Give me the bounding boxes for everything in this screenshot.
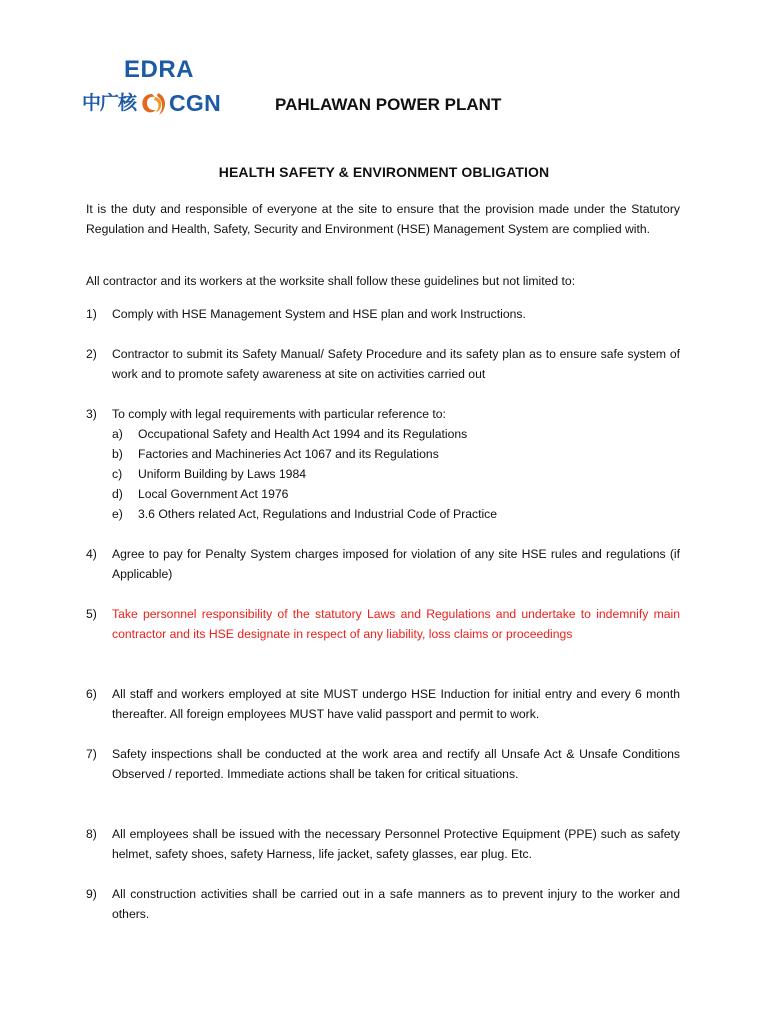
sub-item-text: 3.6 Others related Act, Regulations and Industrial Code of Practice xyxy=(138,507,498,521)
item-number: 3) xyxy=(86,407,97,421)
item-number: 1) xyxy=(86,307,97,321)
guidelines-lead: All contractor and its workers at the worksite shall follow these guidelines but not limited to: xyxy=(86,274,576,288)
item-text: All construction activities shall be carried out in a safe manners as to prevent injury to the worker and others. xyxy=(112,887,680,921)
item-text: Agree to pay for Penalty System charges imposed for violation of any site HSE rules and regulations (if Applicable) xyxy=(112,547,680,581)
list-item xyxy=(86,684,680,724)
cgn-swirl-icon xyxy=(138,90,168,116)
sub-item-text: Uniform Building by Laws 1984 xyxy=(138,467,307,481)
cgn-logo-text: CGN xyxy=(169,90,222,116)
item-text: All employees shall be issued with the necessary Personnel Protective Equipment (PPE) such as safety helmet, safety shoes, safety Harness, life jacket, safety glasses, ear plug. Etc. xyxy=(112,827,680,861)
list-item xyxy=(86,344,680,384)
item-text: To comply with legal requirements with particular reference to: xyxy=(112,407,446,421)
item-number: 6) xyxy=(86,687,97,701)
plant-title: PAHLAWAN POWER PLANT xyxy=(275,95,502,114)
item-text: Take personnel responsibility of the statutory Laws and Regulations and undertake to indemnify main contractor and its HSE designate in respect of any liability, loss claims or proceedings xyxy=(112,607,680,641)
sub-list-item xyxy=(112,424,680,444)
list-item xyxy=(86,404,680,536)
sub-item-letter: d) xyxy=(112,487,123,501)
sub-item-letter: a) xyxy=(112,427,123,441)
list-item xyxy=(86,304,680,324)
sub-item-text: Factories and Machineries Act 1067 and its Regulations xyxy=(138,447,439,461)
company-logo xyxy=(82,57,252,121)
item-number: 8) xyxy=(86,827,97,841)
intro-paragraph: It is the duty and responsible of everyone at the site to ensure that the provision made under the Statutory Regulation and Health, Safety, Security and Environment (HSE) Management System are complied with. xyxy=(86,202,680,236)
sub-list-item xyxy=(112,464,680,484)
item-number: 5) xyxy=(86,607,97,621)
sub-item-letter: c) xyxy=(112,467,123,481)
sub-item-letter: e) xyxy=(112,507,123,521)
item-text: Comply with HSE Management System and HSE plan and work Instructions. xyxy=(112,307,526,321)
list-item xyxy=(86,544,680,584)
sub-item-text: Local Government Act 1976 xyxy=(138,487,289,501)
item-number: 2) xyxy=(86,347,97,361)
cgn-chinese-text: 中广核 xyxy=(82,92,137,114)
sub-item-text: Occupational Safety and Health Act 1994 and its Regulations xyxy=(138,427,468,441)
sub-item-letter: b) xyxy=(112,447,123,461)
list-item xyxy=(86,824,680,864)
item-number: 4) xyxy=(86,547,97,561)
item-text: Safety inspections shall be conducted at the work area and rectify all Unsafe Act & Unsafe Conditions Observed / reported. Immediate actions shall be taken for critical situations. xyxy=(112,747,680,781)
sub-list-item xyxy=(112,444,680,464)
sub-list-item xyxy=(112,504,680,524)
item-text: All staff and workers employed at site MUST undergo HSE Induction for initial entry and every 6 month thereafter. All foreign employees MUST have valid passport and permit to work. xyxy=(112,687,680,721)
legal-requirements-list xyxy=(112,424,680,524)
document-title: HEALTH SAFETY & ENVIRONMENT OBLIGATION xyxy=(218,164,550,180)
sub-list-item xyxy=(112,484,680,504)
list-item xyxy=(86,884,680,924)
edra-logo-text: EDRA xyxy=(124,56,195,83)
list-item-highlighted xyxy=(86,604,680,644)
cgn-logo-row xyxy=(82,89,221,117)
item-number: 9) xyxy=(86,887,97,901)
list-item xyxy=(86,744,680,784)
item-text: Contractor to submit its Safety Manual/ Safety Procedure and its safety plan as to ensure safe system of work and to promote safety awareness at site on activities carried out xyxy=(112,347,680,381)
item-number: 7) xyxy=(86,747,97,761)
